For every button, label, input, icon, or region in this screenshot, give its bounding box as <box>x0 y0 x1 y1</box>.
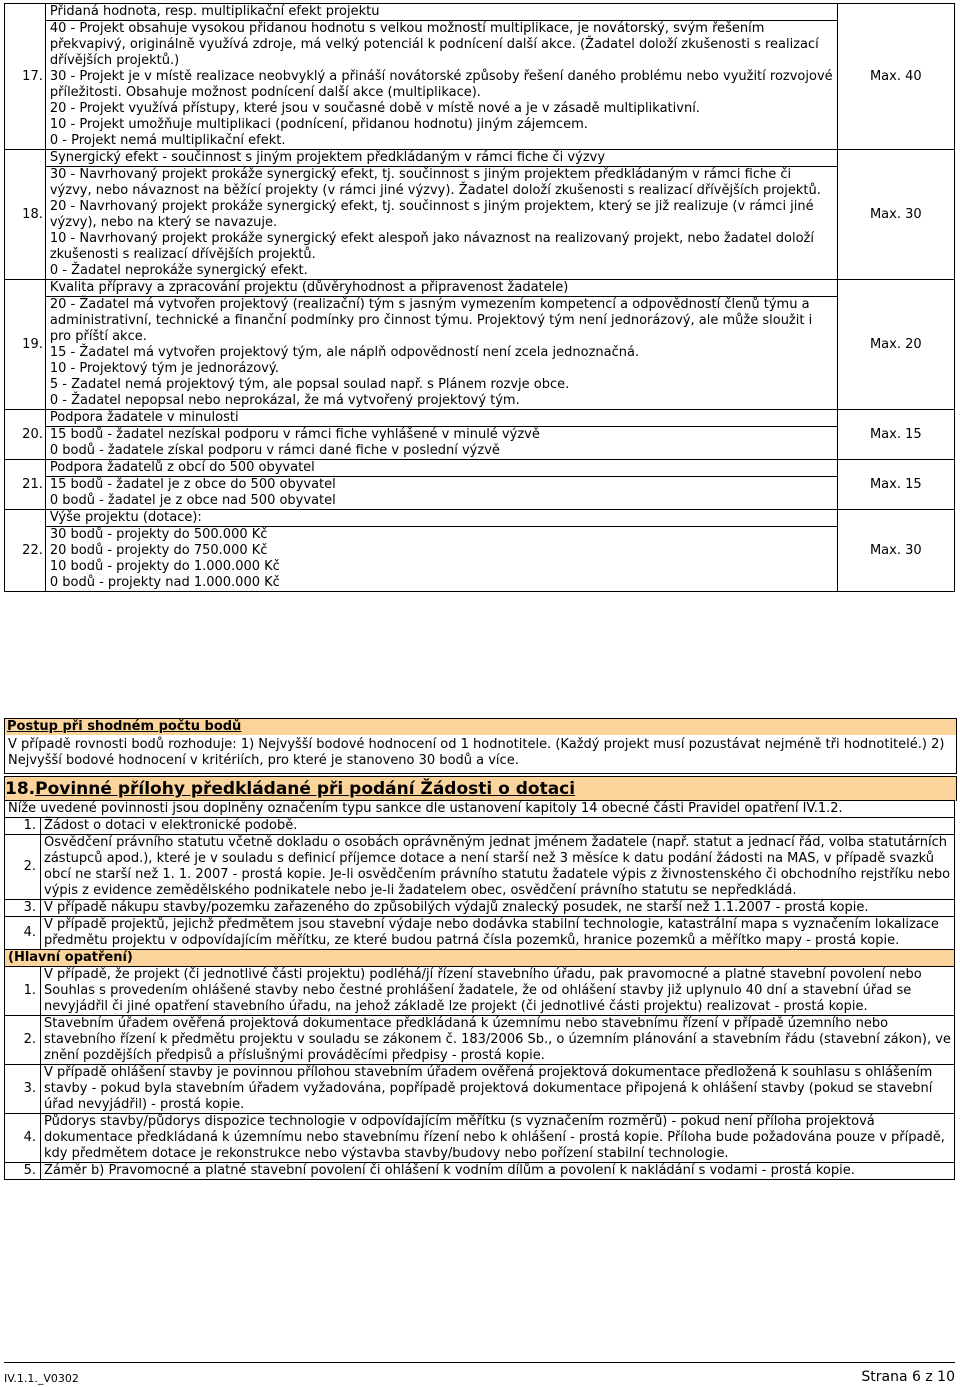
attachment-number: 3. <box>5 1065 41 1114</box>
criterion-number: 18. <box>5 150 46 280</box>
attachment-number: 5. <box>5 1163 41 1180</box>
criterion-option: 40 - Projekt obsahuje vysokou přidanou hodnotu s velkou možností multiplikace, je novátorský, svým řešením překvapivý, originálně využívá zdroje, má velký potenciál k podnícení další akce. (Žadatel doloží zkušenosti s realizací dřívějších projektů.) <box>49 21 819 68</box>
criterion-heading: Synergický efekt - součinnost s jiným projektem předkládaným v rámci fiche či výzvy <box>46 150 837 167</box>
criterion-row <box>5 150 955 280</box>
criterion-heading: Podpora žadatelů z obcí do 500 obyvatel <box>46 460 837 477</box>
attachment-row <box>5 967 955 1016</box>
criterion-heading: Podpora žadatele v minulosti <box>46 410 837 427</box>
criterion-heading: Kvalita přípravy a zpracování projektu (důvěryhodnost a připravenost žadatele) <box>46 280 837 297</box>
attachment-text: V případě, že projekt (či jednotlivé části projektu) podléhá/jí řízení stavebního úřadu, pak pravomocné a platné stavební povolení nebo Souhlas s provedením ohlášené stavby nebo čestné prohlášení žadatele, že od ohlášení stavby již uplynulo 40 dní a stavební úřad se nevyjádřil či jiné opatření stavebního úřadu, na jehož základě lze projekt (či jednotlivé části projektu) realizovat - prostá kopie. <box>41 967 955 1016</box>
attachments-table <box>4 800 955 1180</box>
section18-header <box>4 776 957 801</box>
criterion-option: 10 - Navrhovaný projekt prokáže synergický efekt alespoň jako návaznost na realizovaný projekt, nebo žadatel doloží zkušenosti s realizací dřívějších projektů. <box>49 231 814 262</box>
attachment-row <box>5 900 955 917</box>
attachment-number: 1. <box>5 967 41 1016</box>
criterion-option: 20 - Navrhovaný projekt prokáže synergický efekt, tj. součinnost s jiným projektem, který se již realizuje (v rámci jiné výzvy), nebo na který se navazuje. <box>49 199 814 230</box>
criterion-row <box>5 410 955 460</box>
criterion-option: 10 bodů - projekty do 1.000.000 Kč <box>49 559 280 574</box>
attachment-number: 2. <box>5 1016 41 1065</box>
attachment-number: 1. <box>5 818 41 835</box>
criterion-max-points: Max. 30 <box>837 510 954 592</box>
tie-break-title-bar <box>5 719 956 735</box>
page-footer <box>4 1362 955 1385</box>
criterion-description <box>45 460 837 510</box>
attachment-text: Záměr b) Pravomocné a platné stavební povolení či ohlášení k vodním dílům a povolení k nakládání s vodami - prostá kopie. <box>41 1163 955 1180</box>
attachment-number: 4. <box>5 1114 41 1163</box>
attachment-text: V případě ohlášení stavby je povinnou přílohou stavebním úřadem ověřená projektová dokumentace předložená k souhlasu s ohlášením stavby - pokud byla stavebním úřadem vyžadována, popřípadě projektová dokumentace připojená k ohlášení stavby (pokud se stavební úřad nevyjádřil) - prostá kopie. <box>41 1065 955 1114</box>
attachment-number: 2. <box>5 835 41 900</box>
criterion-option: 20 - Projekt využívá přístupy, které jsou v současné době v místě nové a je v zásadě multiplikativní. <box>49 101 700 116</box>
criterion-max-points: Max. 20 <box>837 280 954 410</box>
criterion-option: 15 bodů - žadatel nezískal podporu v rámci fiche vyhlášené v minulé výzvě <box>49 427 540 442</box>
criterion-number: 19. <box>5 280 46 410</box>
attachment-text: Půdorys stavby/půdorys dispozice technologie v odpovídajícím měřítku (s vyznačením rozměrů) - pokud není příloha projektová dokumentace předkládaná k územnímu nebo stavebnímu řízení nebo k ohlášení - prostá kopie. Příloha bude požadována pouze v případě, kdy předmětem dotace je rekonstrukce nebo výstavba stavby/budovy nebo pořízení stabilní technologie. <box>41 1114 955 1163</box>
criterion-option: 0 - Žadatel nepopsal nebo neprokázal, že má vytvořený projektový tým. <box>49 393 520 408</box>
criterion-description <box>45 4 837 150</box>
criterion-max-points: Max. 15 <box>837 410 954 460</box>
main-measures-row <box>5 950 955 967</box>
attachment-number: 3. <box>5 900 41 917</box>
tie-break-text: V případě rovnosti bodů rozhoduje: 1) Nejvyšší bodové hodnocení od 1 hodnotitele. (Každý projekt musí pozustávat nejméně tři hodnotitelé.) 2) Nejvyšší bodové hodnocení v kritériích, pro které je stanoveno 30 bodů a více. <box>8 737 945 768</box>
criterion-number: 20. <box>5 410 46 460</box>
tie-break-section <box>4 718 957 774</box>
section18-number: 18. <box>5 779 36 799</box>
criteria-table <box>4 3 955 592</box>
criterion-option: 10 - Projekt umožňuje multiplikaci (podnícení, přidanou hodnotu) jiným zájemcem. <box>49 117 588 132</box>
criterion-description <box>45 510 837 592</box>
criterion-option: 15 bodů - žadatel je z obce do 500 obyvatel <box>49 477 336 492</box>
criterion-max-points: Max. 30 <box>837 150 954 280</box>
attachment-text: Osvědčení právního statutu včetně dokladu o osobách oprávněným jednat jménem žadatele (např. statut a jednací řád, volba statutárních zástupců apod.), které je v souladu s definicí příjemce dotace a není starší než 3 měsíce k datu podání žádosti na MAS, v případě svazků obcí ne starší než 1. 1. 2007 - prostá kopie. Je-li osvědčením právního statutu žadatele výpis z živnostenského či obchodního rejstříku nebo výpis z evidence zemědělského podnikatele nebo je-li žadatelem obec, osvědčení právního statutu se nepředkládá. <box>41 835 955 900</box>
criterion-option: 5 - Zadatel nemá projektový tým, ale popsal soulad např. s Plánem rozvje obce. <box>49 377 570 392</box>
criterion-option: 20 - Žadatel má vytvořen projektový (realizační) tým s jasným vymezením kompetencí a odpovědností členů týmu a administrativní, technické a finanční podmínky pro činnost týmu. Projektový tým není jednorázový, ale může sloužit i pro příští akce. <box>49 297 813 344</box>
attachment-row <box>5 1114 955 1163</box>
attachment-number: 4. <box>5 917 41 950</box>
criterion-option: 30 bodů - projekty do 500.000 Kč <box>49 527 268 542</box>
criterion-option: 30 - Navrhovaný projekt prokáže synergický efekt, tj. součinnost s jiným projektem předkládaným v rámci fiche či výzvy, nebo návaznost na běžící projekty (v rámci jiné výzvy). Žadatel doloží zkušenosti s realizací dřívějších projektů. <box>49 167 821 198</box>
attachment-text: V případě projektů, jejichž předmětem jsou stavební výdaje nebo dodávka stabilní technologie, katastrální mapa s vyznačením lokalizace předmětu projektu v odpovídajícím měřítku, ze které budou patrná čísla pozemků, hranice pozemků a měřítko mapy - prostá kopie. <box>41 917 955 950</box>
main-measures-label: (Hlavní opatření) <box>5 950 955 967</box>
criterion-option: 15 - Žadatel má vytvořen projektový tým, ale náplň odpovědností není zcela jednoznačná. <box>49 345 640 360</box>
criterion-option: 20 bodů - projekty do 750.000 Kč <box>49 543 268 558</box>
section18-title-bar <box>5 777 956 801</box>
criterion-option: 0 - Žadatel neprokáže synergický efekt. <box>49 263 308 278</box>
criterion-number: 21. <box>5 460 46 510</box>
criterion-heading: Výše projektu (dotace): <box>46 510 837 527</box>
attachment-row <box>5 917 955 950</box>
attachment-row <box>5 835 955 900</box>
criterion-max-points: Max. 15 <box>837 460 954 510</box>
criterion-max-points: Max. 40 <box>837 4 954 150</box>
criterion-number: 22. <box>5 510 46 592</box>
criterion-description <box>45 150 837 280</box>
criterion-option: 0 bodů - žadatel je z obce nad 500 obyvatel <box>49 493 336 508</box>
attachment-text: Žádost o dotaci v elektronické podobě. <box>41 818 955 835</box>
criterion-option: 30 - Projekt je v místě realizace neobvyklý a přináší novátorské způsoby řešení daného problému nebo využití rozvojové příležitosti. Obsahuje možnost podnícení další akce (multiplikace). <box>49 69 833 100</box>
section18-intro: Níže uvedené povinnosti jsou doplněny označením typu sankce dle ustanovení kapitoly 14 obecné části Pravidel opatření IV.1.2. <box>5 801 955 818</box>
criterion-row <box>5 280 955 410</box>
criterion-option: 0 bodů - žadatele získal podporu v rámci dané fiche v poslední výzvě <box>49 443 500 458</box>
criterion-description <box>45 280 837 410</box>
attachment-text: Stavebním úřadem ověřená projektová dokumentace předkládaná k územnímu nebo stavebnímu řízení v případě územního nebo stavebního řízení k předmětu projektu v souladu se zákonem č. 183/2006 Sb., o územním plánování a stavebním řádu (stavební zákon), ve znění pozdějších předpisů a příslušnými prováděcími předpisy - prostá kopie. <box>41 1016 955 1065</box>
criterion-option: 0 - Projekt nemá multiplikační efekt. <box>49 133 286 148</box>
attachment-text: V případě nákupu stavby/pozemku zařazeného do způsobilých výdajů znalecký posudek, ne starší než 1.1.2007 - prostá kopie. <box>41 900 955 917</box>
attachment-row <box>5 1065 955 1114</box>
criterion-description <box>45 410 837 460</box>
criterion-row <box>5 510 955 592</box>
attachment-row <box>5 818 955 835</box>
criterion-row <box>5 4 955 150</box>
criterion-number: 17. <box>5 4 46 150</box>
attachment-row <box>5 1016 955 1065</box>
criterion-option: 0 bodů - projekty nad 1.000.000 Kč <box>49 575 280 590</box>
tie-break-title: Postup při shodném počtu bodů <box>7 719 242 734</box>
criterion-heading: Přidaná hodnota, resp. multiplikační efekt projektu <box>46 4 837 21</box>
section18-title: Povinné přílohy předkládané při podání Žádosti o dotaci <box>35 779 576 799</box>
criterion-option: 10 - Projektový tým je jednorázový. <box>49 361 279 376</box>
criterion-row <box>5 460 955 510</box>
doc-code: IV.1.1._V0302 <box>4 1372 79 1385</box>
attachment-row <box>5 1163 955 1180</box>
page-number: Strana 6 z 10 <box>861 1369 955 1385</box>
